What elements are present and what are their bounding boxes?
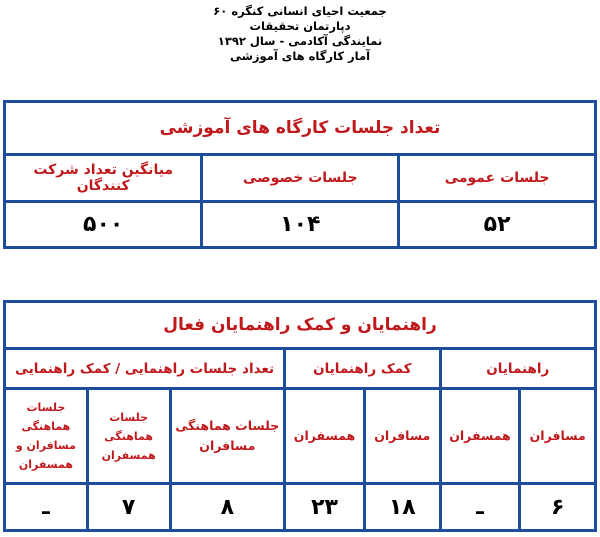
value-coordination-both: ـ: [5, 484, 88, 531]
value-private-sessions: ۱۰۴: [202, 202, 399, 248]
value-coordination-travelers: ۸: [170, 484, 285, 531]
sub-assistants-travelers: مسافران: [364, 389, 440, 484]
sub-assistants-companions: همسفران: [285, 389, 365, 484]
value-average-participants: ۵۰۰: [5, 202, 202, 248]
header-branch-year: نمایندگی آکادمی - سال ۱۳۹۲: [217, 34, 383, 48]
header-public-sessions: جلسات عمومی: [399, 155, 596, 202]
value-guides-travelers: ۶: [520, 484, 596, 531]
value-assistants-companions: ۲۳: [285, 484, 365, 531]
workshop-sessions-table: [3, 100, 597, 249]
sub-coordination-travelers: جلسات هماهنگی مسافران: [170, 389, 285, 484]
header-average-participants: میانگین تعداد شرکت کنندگان: [5, 155, 202, 202]
document-header: [0, 4, 600, 64]
value-public-sessions: ۵۲: [399, 202, 596, 248]
sub-coordination-both: جلسات هماهنگی مسافران و همسفران: [5, 389, 88, 484]
value-assistants-travelers: ۱۸: [364, 484, 440, 531]
header-private-sessions: جلسات خصوصی: [202, 155, 399, 202]
group-guidance-sessions: تعداد جلسات راهنمایی / کمک راهنمایی: [5, 349, 285, 389]
header-department: دپارتمان تحقیقات: [249, 19, 351, 33]
header-report-title: آمار کارگاه های آموزشی: [229, 49, 371, 63]
workshop-sessions-title: تعداد جلسات کارگاه های آموزشی: [5, 102, 596, 155]
active-guides-table: [3, 300, 597, 532]
group-guides: راهنمایان: [440, 349, 595, 389]
sub-coordination-companions: جلسات هماهنگی همسفران: [87, 389, 170, 484]
header-organization: جمعیت احیای انسانی کنگره ۶۰: [213, 4, 387, 18]
value-coordination-companions: ۷: [87, 484, 170, 531]
active-guides-title: راهنمایان و کمک راهنمایان فعال: [5, 302, 596, 349]
sub-guides-travelers: مسافران: [520, 389, 596, 484]
value-guides-companions: ـ: [440, 484, 520, 531]
sub-guides-companions: همسفران: [440, 389, 520, 484]
group-assistant-guides: کمک راهنمایان: [285, 349, 440, 389]
